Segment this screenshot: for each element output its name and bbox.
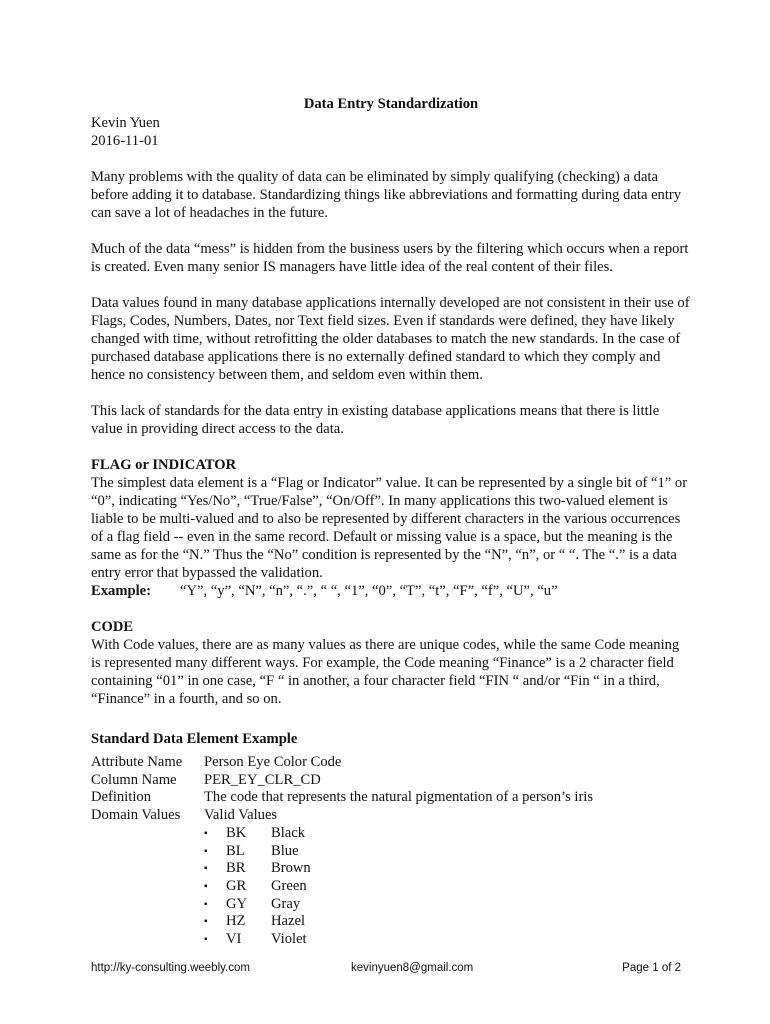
- definition-value: The code that represents the natural pigmentation of a person’s iris: [204, 789, 594, 806]
- value-code: VI: [226, 931, 242, 948]
- author-name: Kevin Yuen: [91, 115, 160, 131]
- attribute-table: [91, 754, 593, 949]
- list-item: [204, 825, 593, 843]
- bullet-icon: ▪: [204, 827, 208, 839]
- bullet-icon: ▪: [204, 916, 208, 928]
- value-code: BL: [226, 842, 245, 859]
- flag-heading: FLAG or INDICATOR: [91, 457, 237, 473]
- value-code: GY: [226, 895, 248, 912]
- paragraph-intro: Many problems with the quality of data can be eliminated by simply qualifying (checking) a data before adding it to database. Standardizing things like abbreviations and formatting during data entry can save a lot of headaches in the future.: [91, 169, 682, 221]
- list-item: [204, 843, 593, 861]
- value-name: Violet: [271, 931, 307, 948]
- value-code: HZ: [226, 913, 246, 930]
- value-code: GR: [226, 877, 247, 894]
- value-code: BR: [226, 860, 246, 877]
- bullet-icon: ▪: [204, 880, 208, 892]
- document-date: 2016-11-01: [91, 133, 159, 149]
- value-name: Green: [271, 877, 307, 894]
- value-code: BK: [226, 824, 247, 841]
- bullet-icon: ▪: [204, 845, 208, 857]
- definition-label: Definition: [91, 789, 151, 806]
- list-item: [204, 878, 593, 896]
- column-name-label: Column Name: [91, 771, 177, 788]
- attribute-row: [91, 807, 593, 949]
- document-page: [91, 95, 691, 949]
- footer-page-number: Page 1 of 2: [622, 962, 681, 974]
- footer-website-link[interactable]: http://ky-consulting.weebly.com: [91, 962, 250, 974]
- list-item: [204, 860, 593, 878]
- attribute-row: [91, 789, 593, 807]
- attribute-name-label: Attribute Name: [91, 754, 183, 770]
- domain-values-cell: [204, 807, 593, 949]
- standard-data-element-heading: Standard Data Element Example: [91, 731, 298, 747]
- value-name: Brown: [271, 860, 311, 877]
- valid-values-list: [204, 825, 593, 949]
- document-title: Data Entry Standardization: [303, 96, 479, 112]
- paragraph-mess: Much of the data “mess” is hidden from the business users by the filtering which occurs when a report is created. Even many senior IS managers have little idea of the real content of their files.: [91, 241, 689, 275]
- code-heading: CODE: [91, 619, 134, 635]
- valid-values-label: Valid Values: [204, 807, 278, 824]
- domain-values-label: Domain Values: [91, 807, 181, 824]
- value-name: Black: [271, 824, 306, 841]
- list-item: [204, 913, 593, 931]
- example-label: Example:: [91, 583, 151, 599]
- bullet-icon: ▪: [204, 898, 208, 910]
- flag-paragraph: The simplest data element is a “Flag or Indicator” value. It can be represented by a single bit of “1” or “0”, indicating “Yes/No”, “True/False”, “On/Off”. In many applications this two-valued element is liable to be multi-valued and to also be represented by different characters in the various occurrences of a flag field -- even in the same record. Default or missing value is a space, but the meaning is the same as for the “N.” Thus the “No” condition is represented by the “N”, “n”, or “ “. The “.” is a data entry error that bypassed the validation.: [91, 475, 688, 581]
- paragraph-lack-of-standards: This lack of standards for the data entry in existing database applications means that there is little value in providing direct access to the data.: [91, 403, 660, 437]
- bullet-icon: ▪: [204, 863, 208, 875]
- attribute-row: [91, 772, 593, 790]
- page-footer: [91, 962, 681, 978]
- footer-email-link[interactable]: kevinyuen8@gmail.com: [351, 962, 474, 974]
- list-item: [204, 896, 593, 914]
- code-paragraph: With Code values, there are as many values as there are unique codes, while the same Code meaning is represented many different ways. For example, the Code meaning “Finance” is a 2 character field containing “01” in one case, “F “ in another, a four character field “FIN “ and/or “Fin “ in a third, “Finance” in a fourth, and so on.: [91, 637, 680, 707]
- value-name: Hazel: [271, 913, 306, 930]
- flag-example: [91, 582, 691, 600]
- attribute-row: [91, 754, 593, 772]
- example-values: “Y”, “y”, “N”, “n”, “.”, “ “, “1”, “0”, “T”, “t”, “F”, “f”, “U”, “u”: [180, 583, 558, 599]
- attribute-name-value: Person Eye Color Code: [204, 754, 342, 770]
- column-name-value: PER_EY_CLR_CD: [204, 771, 321, 788]
- bullet-icon: ▪: [204, 934, 208, 946]
- paragraph-consistency: Data values found in many database applications internally developed are not consistent in their use of Flags, Codes, Numbers, Dates, nor Text field sizes. Even if standards were defined, they have likely changed with time, without retrofitting the older databases to match the new standards. In the case of purchased database applications there is no externally defined standard to which they comply and hence no consistency between them, and seldom even within them.: [91, 295, 690, 383]
- value-name: Blue: [271, 842, 299, 859]
- list-item: [204, 931, 593, 949]
- value-name: Gray: [271, 895, 301, 912]
